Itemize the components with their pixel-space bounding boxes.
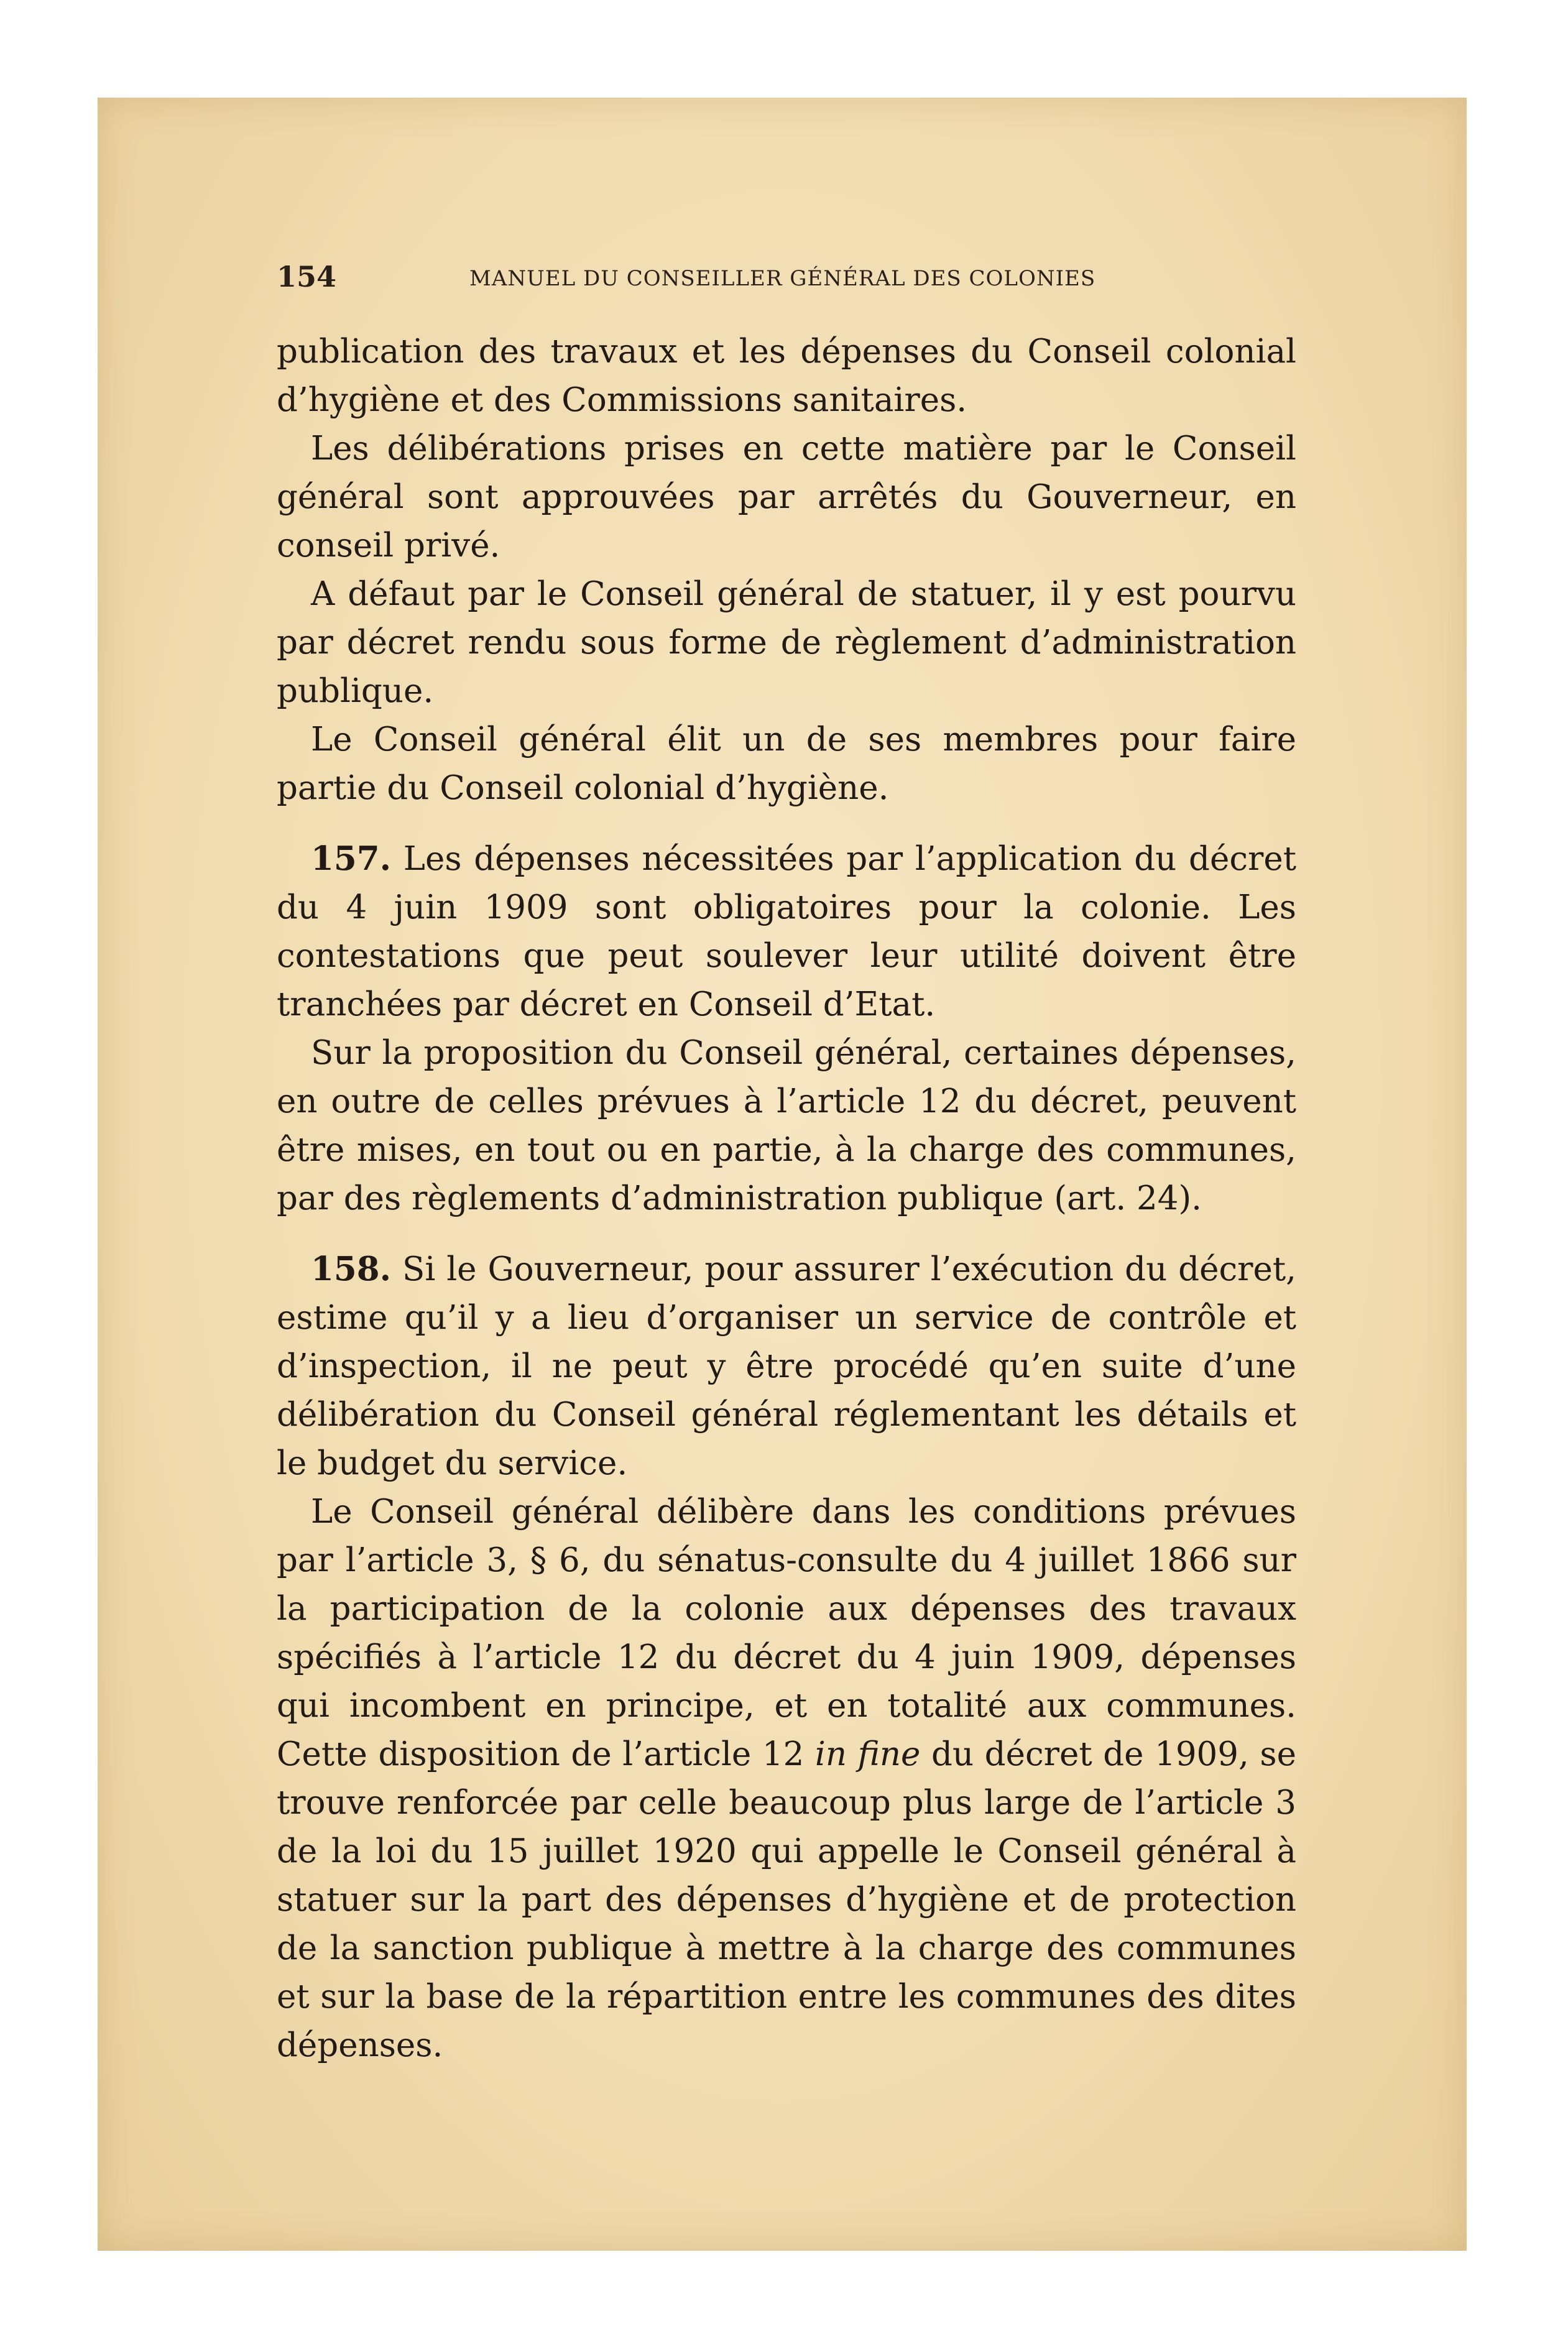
paragraph-text: Sur la proposition du Conseil général, certaines dépenses, en outre de celles prévues à l’article 12 du décret, peuvent être mises, en tout ou en partie, à la charge des communes, par des règlements d’administration publique (art. 24). xyxy=(277,1034,1296,1217)
paragraph-text: Le Conseil général élit un de ses membres pour faire partie du Conseil colonial d’hygiène. xyxy=(277,721,1296,807)
page-header xyxy=(277,260,1303,297)
italic-phrase: in fine xyxy=(814,1735,921,1773)
paragraph-text: Le Conseil général délibère dans les conditions prévues par l’article 3, § 6, du sénatus-consulte du 4 juillet 1866 sur la participation de la colonie aux dépenses des travaux spécifiés à l’article 12 du décret du 4 juin 1909, dépenses qui incombent en principe, et en totalité aux communes. Cette disposition de l’article 12 xyxy=(277,1493,1296,1773)
article-157 xyxy=(277,834,1296,1029)
paragraph xyxy=(277,1488,1296,2070)
body-text xyxy=(277,328,1296,2070)
paragraph-text: A défaut par le Conseil général de statuer, il y est pourvu par décret rendu sous forme de règlement d’administration publique. xyxy=(277,575,1296,710)
paragraph xyxy=(277,570,1296,716)
paragraph-text: publication des travaux et les dépenses du Conseil colonial d’hygiène et des Commissions sanitaires. xyxy=(277,333,1296,419)
running-title: MANUEL DU CONSEILLER GÉNÉRAL DES COLONIES xyxy=(469,266,1096,291)
paragraph-text: Si le Gouverneur, pour assurer l’exécution du décret, estime qu’il y a lieu d’organiser un service de contrôle et d’inspection, il ne peut y être procédé qu’en suite d’une délibération du Conseil général réglementant les détails et le budget du service. xyxy=(277,1250,1296,1482)
page-number: 154 xyxy=(277,260,337,293)
paragraph xyxy=(277,328,1296,425)
article-number: 158. xyxy=(311,1250,392,1288)
paragraph-text: Les délibérations prises en cette matière par le Conseil général sont approuvées par arrêtés du Gouverneur, en conseil privé. xyxy=(277,430,1296,565)
paragraph xyxy=(277,425,1296,570)
paragraph-text: du décret de 1909, se trouve renforcée par celle beaucoup plus large de l’article 3 de la loi du 15 juillet 1920 qui appelle le Conseil général à statuer sur la part des dépenses d’hygiène et de protection de la sanction publique à mettre à la charge des communes et sur la base de la répartition entre les communes des dites dépenses. xyxy=(277,1735,1296,2064)
paragraph xyxy=(277,716,1296,813)
paragraph xyxy=(277,1029,1296,1223)
paragraph-text: Les dépenses nécessitées par l’application du décret du 4 juin 1909 sont obligatoires pour la colonie. Les contestations que peut soulever leur utilité doivent être tranchées par décret en Conseil d’Etat. xyxy=(277,840,1296,1023)
article-158 xyxy=(277,1245,1296,1488)
article-number: 157. xyxy=(311,839,392,878)
